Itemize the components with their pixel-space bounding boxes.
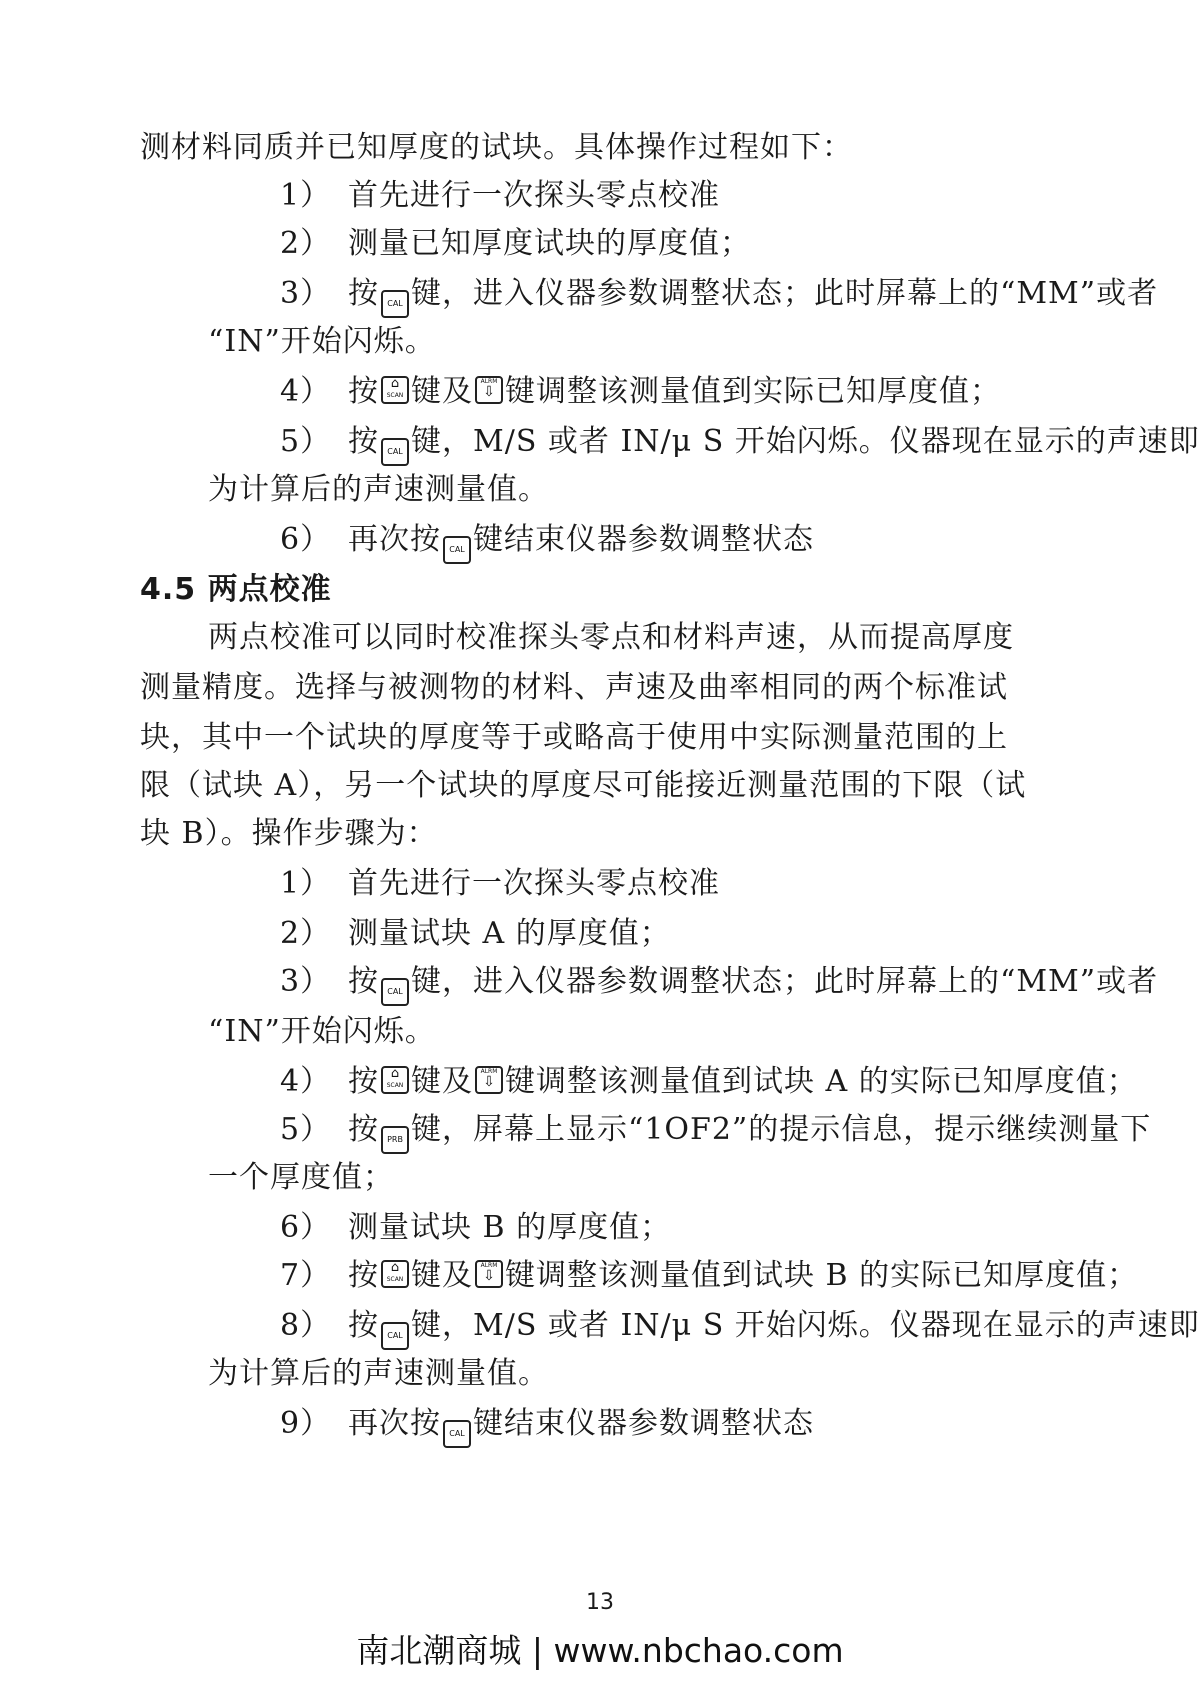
list-text: 按 CAL 键，进入仪器参数调整状态；此时屏幕上的“MM”或者	[348, 962, 1158, 1006]
list-continuation: “IN”开始闪烁。	[208, 324, 436, 359]
list-number: 4）	[280, 1064, 332, 1099]
alrm-key-icon	[475, 1260, 503, 1288]
list-text: 按⌂ SCAN 键及ALRM ⇩ 键调整该测量值到实际已知厚度值；	[348, 372, 1001, 412]
list-number: 1）	[280, 178, 332, 213]
paragraph-line: 限（试块 A），另一个试块的厚度尽可能接近测量范围的下限（试	[140, 768, 1027, 803]
cal-key-icon: CAL	[381, 290, 409, 318]
list-text: 测量试块 B 的厚度值；	[348, 1210, 672, 1245]
scan-key-icon	[381, 1066, 409, 1094]
intro-line: 测材料同质并已知厚度的试块。具体操作过程如下：	[140, 130, 853, 165]
list-continuation: “IN”开始闪烁。	[208, 1014, 436, 1049]
list-number: 3）	[280, 276, 332, 311]
list-number: 2）	[280, 226, 332, 261]
paragraph-line: 块 B）。操作步骤为：	[140, 816, 438, 851]
list-number: 4）	[280, 374, 332, 409]
list-number: 5）	[280, 424, 332, 459]
list-text: 按 CAL 键，进入仪器参数调整状态；此时屏幕上的“MM”或者	[348, 274, 1158, 318]
footer-brand[interactable]: 南北潮商城 | www.nbchao.com	[356, 1631, 844, 1670]
list-text: 再次按 CAL 键结束仪器参数调整状态	[348, 1404, 814, 1448]
list-text: 再次按 CAL 键结束仪器参数调整状态	[348, 520, 814, 564]
list-number: 1）	[280, 866, 332, 901]
list-text: 按 CAL 键，M/S 或者 IN/μ S 开始闪烁。仪器现在显示的声速即	[348, 422, 1200, 466]
cal-key-icon: CAL	[443, 536, 471, 564]
alrm-key-icon	[475, 376, 503, 404]
list-text: 首先进行一次探头零点校准	[348, 178, 720, 213]
list-continuation: 为计算后的声速测量值。	[208, 472, 549, 507]
cal-key-icon: CAL	[443, 1420, 471, 1448]
list-number: 6）	[280, 522, 332, 557]
list-number: 5）	[280, 1112, 332, 1147]
paragraph-line: 测量精度。选择与被测物的材料、声速及曲率相同的两个标准试	[140, 670, 1008, 705]
list-continuation: 为计算后的声速测量值。	[208, 1356, 549, 1391]
list-text: 测量已知厚度试块的厚度值；	[348, 226, 751, 261]
cal-key-icon: CAL	[381, 1322, 409, 1350]
list-text: 按⌂ SCAN 键及ALRM ⇩ 键调整该测量值到试块 A 的实际已知厚度值；	[348, 1062, 1138, 1102]
section-title: 两点校准	[207, 572, 332, 607]
cal-key-icon: CAL	[381, 978, 409, 1006]
paragraph-line: 两点校准可以同时校准探头零点和材料声速，从而提高厚度	[208, 620, 1014, 655]
list-continuation: 一个厚度值；	[208, 1160, 394, 1195]
alrm-key-icon	[475, 1066, 503, 1094]
list-number: 7）	[280, 1258, 332, 1293]
list-text: 测量试块 A 的厚度值；	[348, 916, 671, 951]
list-text: 按 CAL 键，M/S 或者 IN/μ S 开始闪烁。仪器现在显示的声速即	[348, 1306, 1200, 1350]
list-number: 3）	[280, 964, 332, 999]
scan-key-icon	[381, 376, 409, 404]
scan-key-icon	[381, 1260, 409, 1288]
list-text: 按 PRB 键，屏幕上显示“1OF2”的提示信息，提示继续测量下	[348, 1110, 1151, 1154]
cal-key-icon: CAL	[381, 438, 409, 466]
section-heading	[140, 570, 332, 610]
page-number: 13	[586, 1590, 614, 1615]
section-number: 4.5	[140, 572, 197, 607]
list-number: 9）	[280, 1406, 332, 1441]
list-number: 8）	[280, 1308, 332, 1343]
paragraph-line: 块，其中一个试块的厚度等于或略高于使用中实际测量范围的上	[140, 720, 1008, 755]
prb-key-icon: PRB	[381, 1126, 409, 1154]
list-number: 2）	[280, 916, 332, 951]
list-text: 首先进行一次探头零点校准	[348, 866, 720, 901]
list-number: 6）	[280, 1210, 332, 1245]
list-text: 按⌂ SCAN 键及ALRM ⇩ 键调整该测量值到试块 B 的实际已知厚度值；	[348, 1256, 1138, 1296]
